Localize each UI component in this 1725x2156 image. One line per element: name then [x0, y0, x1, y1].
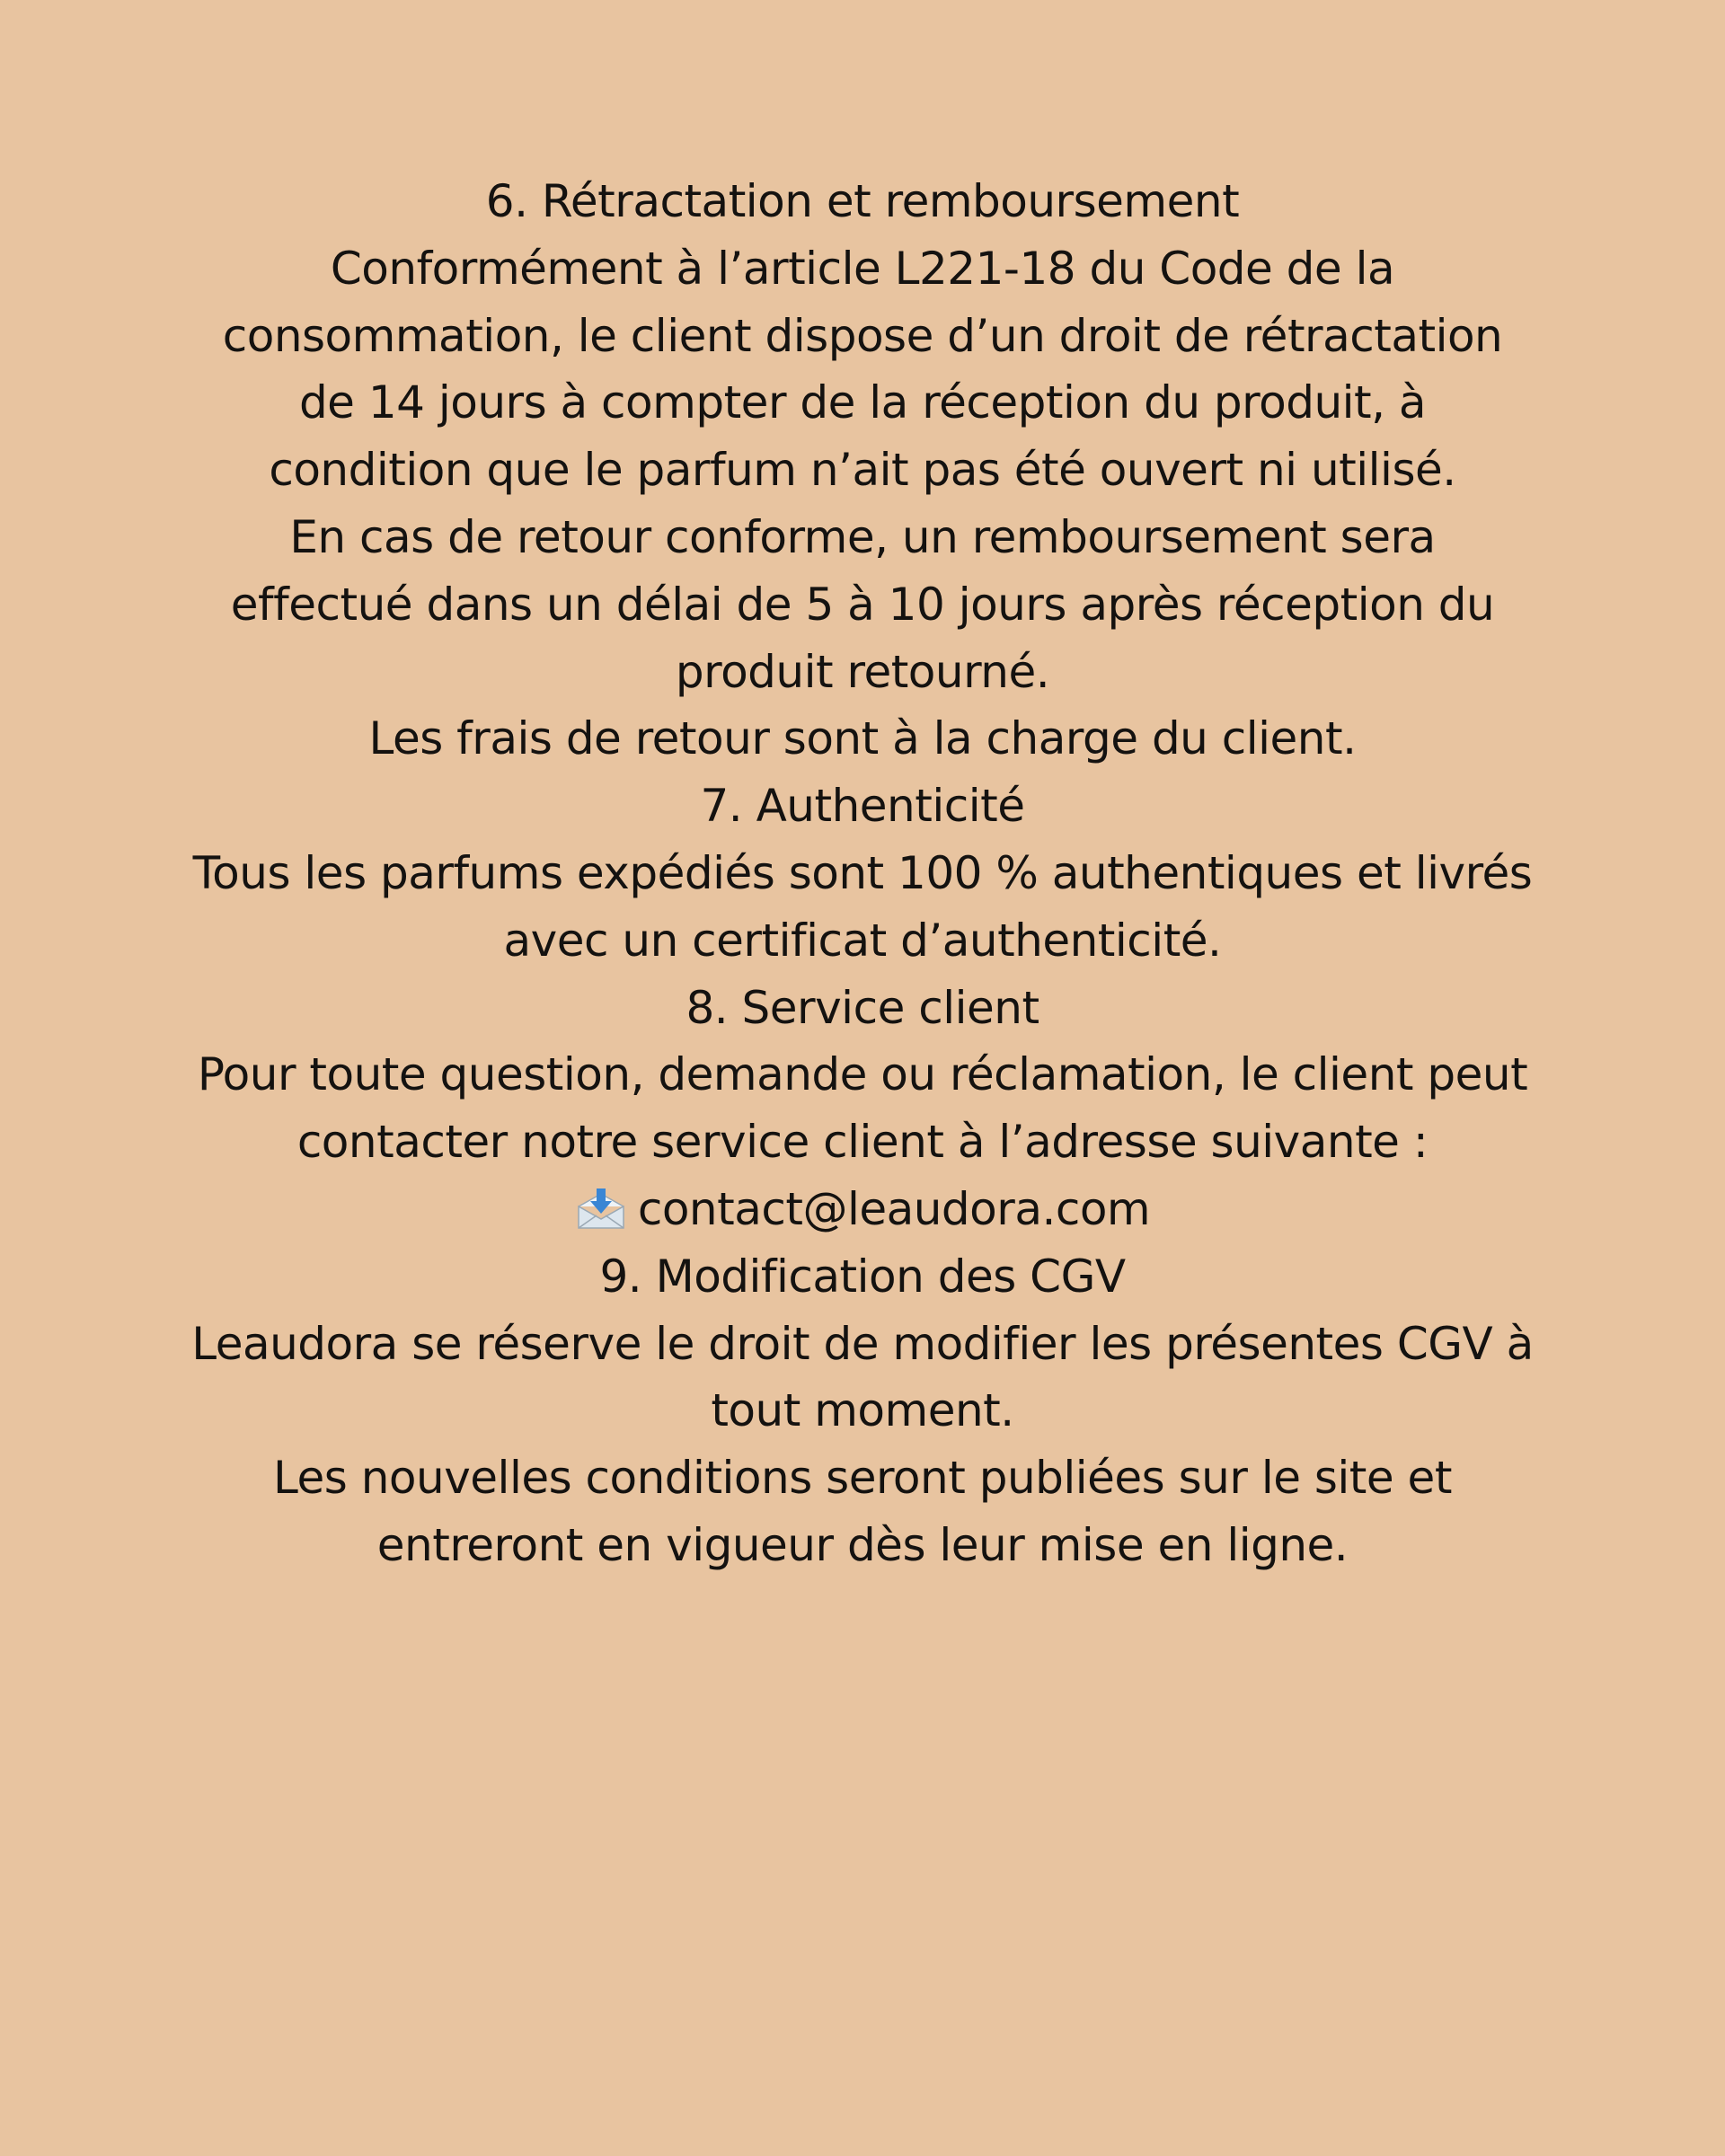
section-8-paragraph-1-line: contacter notre service client à l’adresse suivante : — [296, 1116, 1429, 1169]
section-6-paragraph-3: Les frais de retour sont à la charge du client. — [368, 712, 1357, 765]
section-9-title: 9. Modification des CGV — [599, 1250, 1126, 1303]
section-9-paragraph-1-line: Leaudora se réserve le droit de modifier les présentes CGV à — [191, 1317, 1534, 1370]
cgv-text-block — [144, 168, 1581, 1579]
section-7-title: 7. Authenticité — [700, 780, 1025, 833]
section-6-paragraph-2-line: produit retourné. — [675, 645, 1050, 698]
section-6-paragraph-1-line: Conformément à l’article L221-18 du Code de la — [330, 242, 1395, 295]
inbox-envelope-icon — [575, 1187, 627, 1232]
section-6-paragraph-2-line: effectué dans un délai de 5 à 10 jours après réception du — [230, 578, 1495, 631]
section-7-paragraph-1-line: avec un certificat d’authenticité. — [503, 914, 1222, 967]
section-6-title: 6. Rétractation et remboursement — [485, 175, 1240, 227]
section-9-paragraph-1-line: tout moment. — [711, 1384, 1014, 1437]
section-6-paragraph-1-line: consommation, le client dispose d’un droit de rétractation — [222, 309, 1503, 362]
contact-email-row — [144, 1176, 1581, 1243]
section-6-paragraph-1-line: de 14 jours à compter de la réception du produit, à — [298, 376, 1427, 429]
section-6-paragraph-1-line: condition que le parfum n’ait pas été ouvert ni utilisé. — [269, 444, 1456, 497]
section-8-paragraph-1-line: Pour toute question, demande ou réclamation, le client peut — [197, 1048, 1528, 1101]
section-9-paragraph-2-line: entreront en vigueur dès leur mise en ligne. — [376, 1518, 1349, 1571]
section-6-paragraph-2-line: En cas de retour conforme, un remboursement sera — [289, 510, 1436, 563]
section-7-paragraph-1-line: Tous les parfums expédiés sont 100 % authentiques et livrés — [192, 846, 1533, 899]
section-9-paragraph-2-line: Les nouvelles conditions seront publiées sur le site et — [273, 1452, 1452, 1505]
section-8-title: 8. Service client — [686, 981, 1039, 1034]
contact-email-link[interactable]: contact@leaudora.com — [637, 1182, 1151, 1235]
